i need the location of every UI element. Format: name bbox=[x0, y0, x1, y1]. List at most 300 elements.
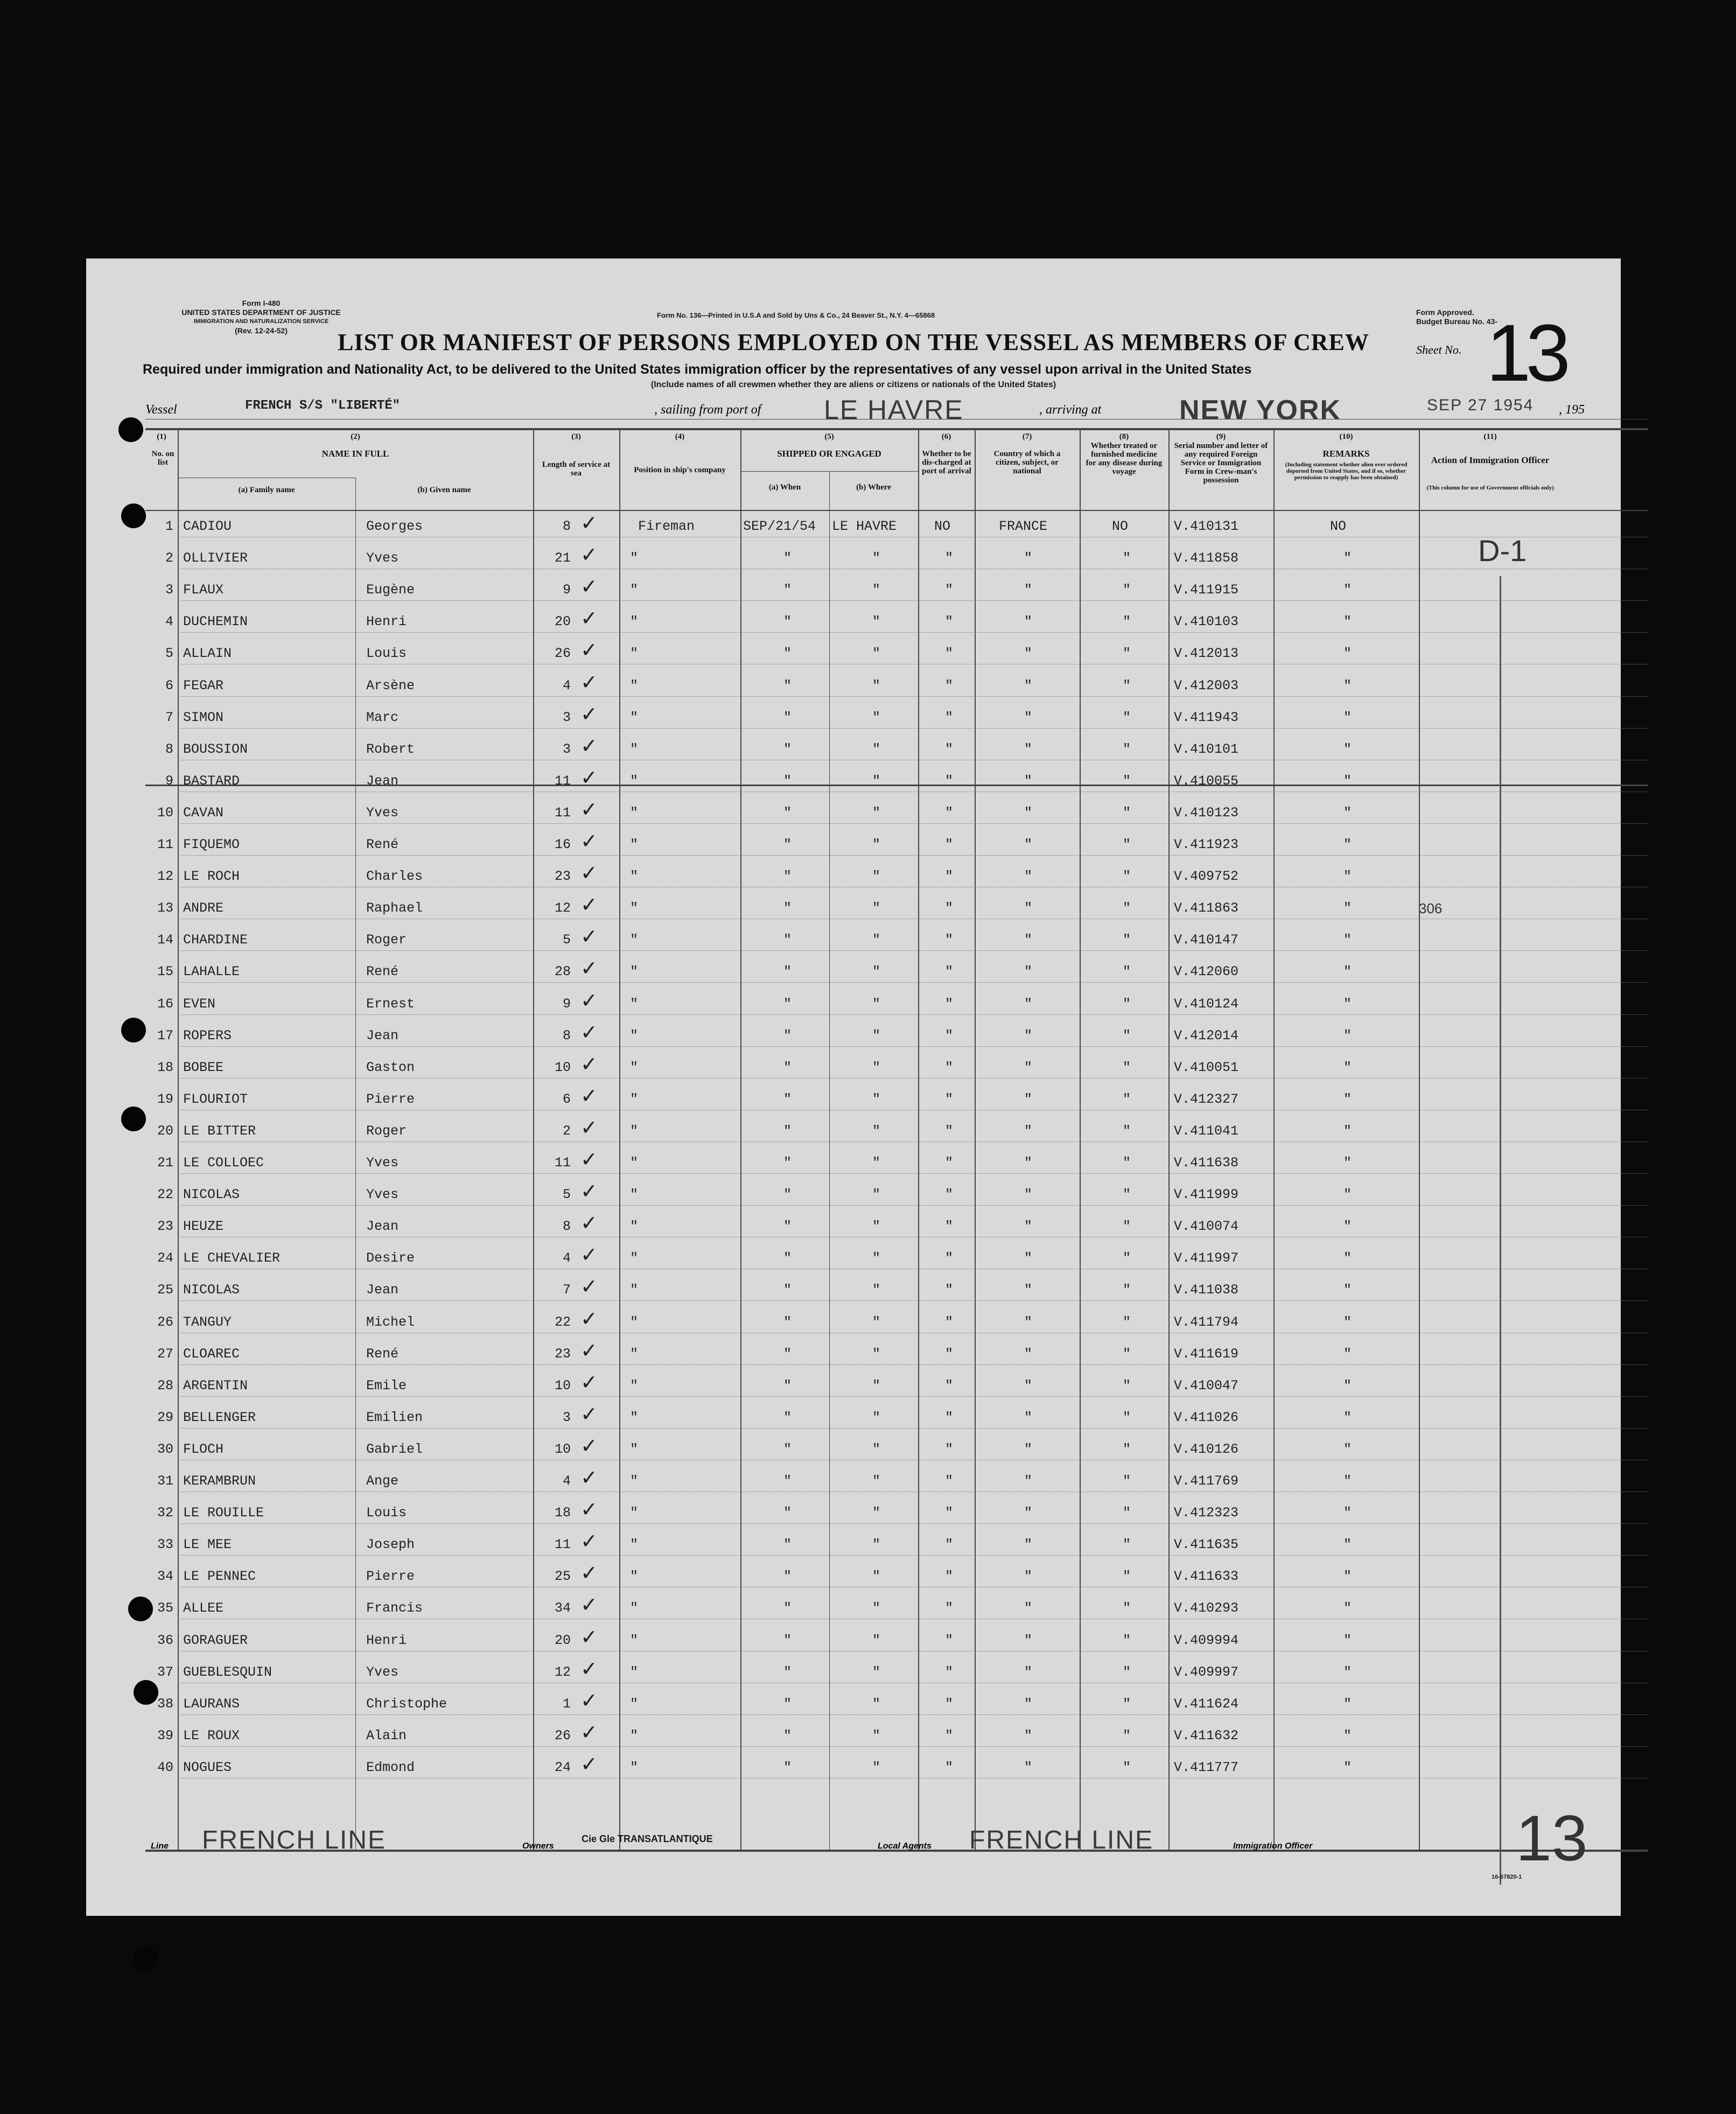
position-ditto: " bbox=[630, 1123, 639, 1139]
col9-num: (9) bbox=[1216, 432, 1226, 441]
given-name: Georges bbox=[366, 519, 423, 534]
when-ditto: " bbox=[783, 804, 792, 821]
country-ditto: " bbox=[1024, 1409, 1033, 1425]
col4-head: Position in ship's company bbox=[634, 466, 726, 474]
length-of-service: 8 bbox=[562, 519, 571, 534]
table-row bbox=[145, 1242, 1648, 1273]
row-number: 8 bbox=[165, 741, 173, 757]
when-ditto: " bbox=[783, 1059, 792, 1075]
checkmark: ✓ bbox=[580, 1433, 598, 1458]
position-ditto: " bbox=[630, 1155, 639, 1171]
length-of-service: 28 bbox=[554, 964, 571, 980]
serial-number: V.411635 bbox=[1174, 1537, 1239, 1553]
medicine-ditto: " bbox=[1123, 1727, 1131, 1744]
discharged-ditto: " bbox=[945, 1473, 954, 1489]
remarks-ditto: " bbox=[1343, 1346, 1352, 1362]
medicine-ditto: " bbox=[1123, 869, 1131, 885]
remarks-ditto: " bbox=[1343, 837, 1352, 852]
length-of-service: 26 bbox=[554, 646, 571, 662]
col2b-head: (b) Given name bbox=[417, 486, 471, 494]
table-row bbox=[145, 988, 1648, 1019]
manifest-sheet bbox=[86, 258, 1621, 1916]
where-ditto: " bbox=[872, 900, 881, 916]
family-name: LE PENNEC bbox=[183, 1569, 256, 1585]
shipped-when: SEP/21/54 bbox=[743, 519, 816, 534]
given-name: Arsène bbox=[366, 677, 415, 694]
col11-sub: (This column for use of Government officials only) bbox=[1426, 485, 1554, 491]
row-number: 28 bbox=[157, 1377, 173, 1394]
given-name: Gabriel bbox=[366, 1441, 423, 1457]
checkmark: ✓ bbox=[580, 1020, 598, 1044]
where-ditto: " bbox=[872, 1537, 881, 1553]
owners-value: Cie Gle TRANSATLANTIQUE bbox=[582, 1833, 713, 1844]
country-ditto: " bbox=[1024, 773, 1033, 789]
family-name: NICOLAS bbox=[183, 1282, 240, 1298]
checkmark: ✓ bbox=[580, 893, 598, 917]
country-ditto: " bbox=[1024, 614, 1033, 630]
medicine-ditto: " bbox=[1123, 1696, 1131, 1712]
row-number: 33 bbox=[157, 1537, 173, 1553]
serial-number: V.411638 bbox=[1174, 1155, 1239, 1171]
checkmark: ✓ bbox=[580, 988, 598, 1012]
table-row bbox=[145, 542, 1648, 573]
discharged-ditto: " bbox=[945, 1632, 954, 1648]
table-row bbox=[145, 701, 1648, 733]
when-ditto: " bbox=[783, 837, 792, 852]
medicine-ditto: " bbox=[1123, 1027, 1131, 1044]
country-ditto: " bbox=[1024, 1314, 1033, 1330]
medicine-ditto: " bbox=[1123, 773, 1131, 789]
discharged-ditto: " bbox=[945, 1219, 954, 1235]
serial-number: V.412060 bbox=[1174, 964, 1239, 980]
given-name: Eugène bbox=[366, 582, 415, 598]
given-name: Yves bbox=[366, 804, 399, 821]
row-number: 21 bbox=[157, 1155, 173, 1171]
when-ditto: " bbox=[783, 1155, 792, 1171]
position-ditto: " bbox=[630, 1187, 639, 1203]
position-ditto: " bbox=[630, 1250, 639, 1266]
checkmark: ✓ bbox=[580, 1243, 598, 1267]
page-title: LIST OR MANIFEST OF PERSONS EMPLOYED ON THE VESSEL AS MEMBERS OF CREW bbox=[338, 329, 1369, 355]
row-number: 37 bbox=[157, 1664, 173, 1680]
family-name: SIMON bbox=[183, 709, 224, 725]
discharged-ditto: " bbox=[945, 804, 954, 821]
medicine-ditto: " bbox=[1123, 1441, 1131, 1457]
family-name: BASTARD bbox=[183, 773, 240, 789]
serial-number: V.411769 bbox=[1174, 1473, 1239, 1489]
medicine-ditto: " bbox=[1123, 1473, 1131, 1489]
col5b-head: (b) Where bbox=[856, 483, 891, 492]
given-name: Christophe bbox=[366, 1696, 447, 1712]
table-row bbox=[145, 1528, 1648, 1560]
given-name: René bbox=[366, 964, 399, 980]
serial-number: V.411915 bbox=[1174, 582, 1239, 598]
owners-label: Owners bbox=[522, 1842, 554, 1851]
family-name: CAVAN bbox=[183, 804, 224, 821]
table-row bbox=[145, 637, 1648, 669]
country-ditto: " bbox=[1024, 932, 1033, 948]
discharged-ditto: " bbox=[945, 677, 954, 694]
when-ditto: " bbox=[783, 1123, 792, 1139]
remarks-ditto: " bbox=[1343, 1250, 1352, 1266]
medicine-ditto: " bbox=[1123, 1187, 1131, 1203]
when-ditto: " bbox=[783, 582, 792, 598]
discharged-ditto: " bbox=[945, 646, 954, 662]
country-ditto: " bbox=[1024, 900, 1033, 916]
col6-num: (6) bbox=[941, 432, 951, 441]
position-ditto: " bbox=[630, 709, 639, 725]
row-number: 25 bbox=[157, 1282, 173, 1298]
position-ditto: " bbox=[630, 741, 639, 757]
discharged-ditto: " bbox=[945, 1091, 954, 1107]
row-number: 9 bbox=[165, 773, 173, 789]
medicine-ditto: " bbox=[1123, 677, 1131, 694]
table-row bbox=[145, 828, 1648, 860]
checkmark: ✓ bbox=[580, 797, 598, 821]
form-id: Form I-480 bbox=[242, 299, 281, 307]
checkmark: ✓ bbox=[580, 1593, 598, 1617]
medicine-ditto: " bbox=[1123, 1123, 1131, 1139]
remarks-ditto: " bbox=[1343, 1282, 1352, 1298]
serial-number: V.411026 bbox=[1174, 1409, 1239, 1425]
country-ditto: " bbox=[1024, 709, 1033, 725]
table-row bbox=[145, 1624, 1648, 1656]
where-ditto: " bbox=[872, 1091, 881, 1107]
col1-head: No. on list bbox=[151, 450, 174, 467]
medicine-ditto: " bbox=[1123, 709, 1131, 725]
checkmark: ✓ bbox=[580, 1402, 598, 1426]
remarks-ditto: " bbox=[1343, 869, 1352, 885]
row-number: 26 bbox=[157, 1314, 173, 1330]
when-ditto: " bbox=[783, 741, 792, 757]
serial-number: V.411863 bbox=[1174, 900, 1239, 916]
checkmark: ✓ bbox=[580, 1211, 598, 1235]
family-name: LE MEE bbox=[183, 1537, 232, 1553]
checkmark: ✓ bbox=[580, 1656, 598, 1681]
remarks-ditto: " bbox=[1343, 1377, 1352, 1394]
medicine-ditto: " bbox=[1123, 1505, 1131, 1521]
when-ditto: " bbox=[783, 1600, 792, 1616]
position-ditto: " bbox=[630, 677, 639, 694]
family-name: LE BITTER bbox=[183, 1123, 256, 1139]
where-ditto: " bbox=[872, 1314, 881, 1330]
given-name: Charles bbox=[366, 869, 423, 885]
remarks-ditto: " bbox=[1343, 1441, 1352, 1457]
arrival-date: SEP 27 1954 bbox=[1427, 396, 1534, 414]
given-name: Pierre bbox=[366, 1091, 415, 1107]
serial-number: V.410147 bbox=[1174, 932, 1239, 948]
row-rule bbox=[178, 1173, 1648, 1174]
when-ditto: " bbox=[783, 932, 792, 948]
row-number: 39 bbox=[157, 1727, 173, 1744]
remarks-ditto: " bbox=[1343, 1219, 1352, 1235]
row-rule bbox=[178, 600, 1648, 601]
country-ditto: " bbox=[1024, 741, 1033, 757]
serial-number: V.410074 bbox=[1174, 1219, 1239, 1235]
when-ditto: " bbox=[783, 1250, 792, 1266]
medicine-ditto: " bbox=[1123, 1409, 1131, 1425]
length-of-service: 8 bbox=[562, 1027, 571, 1044]
family-name: LE CHEVALIER bbox=[183, 1250, 281, 1266]
table-row bbox=[145, 1656, 1648, 1688]
discharged-ditto: " bbox=[945, 837, 954, 852]
length-of-service: 11 bbox=[554, 804, 571, 821]
given-name: Emilien bbox=[366, 1409, 423, 1425]
approval: Form Approved. bbox=[1416, 308, 1474, 317]
vessel-label: Vessel bbox=[145, 403, 177, 417]
country-ditto: " bbox=[1024, 1759, 1033, 1775]
length-of-service: 24 bbox=[554, 1759, 571, 1775]
table-row bbox=[145, 1083, 1648, 1115]
remarks-ditto: " bbox=[1343, 1409, 1352, 1425]
serial-number: V.409997 bbox=[1174, 1664, 1239, 1680]
agents-value: FRENCH LINE bbox=[969, 1826, 1154, 1854]
where-ditto: " bbox=[872, 773, 881, 789]
col10-num: (10) bbox=[1339, 432, 1353, 441]
position-ditto: " bbox=[630, 804, 639, 821]
remarks-ditto: " bbox=[1343, 709, 1352, 725]
checkmark: ✓ bbox=[580, 670, 598, 694]
row-rule bbox=[178, 823, 1648, 824]
medicine-ditto: " bbox=[1123, 900, 1131, 916]
position-ditto: " bbox=[630, 1759, 639, 1775]
country-ditto: " bbox=[1024, 1155, 1033, 1171]
discharged-ditto: " bbox=[945, 1441, 954, 1457]
row-number: 10 bbox=[157, 804, 173, 821]
family-name: BOBEE bbox=[183, 1059, 224, 1075]
when-ditto: " bbox=[783, 1346, 792, 1362]
checkmark: ✓ bbox=[580, 1625, 598, 1649]
medicine-ditto: " bbox=[1123, 1632, 1131, 1648]
table-row bbox=[145, 1273, 1648, 1305]
serial-number: V.410131 bbox=[1174, 519, 1239, 534]
department: UNITED STATES DEPARTMENT OF JUSTICE bbox=[181, 308, 341, 317]
given-name: Emile bbox=[366, 1377, 407, 1394]
row-number: 38 bbox=[157, 1696, 173, 1712]
where-ditto: " bbox=[872, 1473, 881, 1489]
discharged-ditto: " bbox=[945, 773, 954, 789]
line-label: Line bbox=[151, 1842, 169, 1851]
remarks-ditto: " bbox=[1343, 996, 1352, 1012]
serial-number: V.412323 bbox=[1174, 1505, 1239, 1521]
where-ditto: " bbox=[872, 1059, 881, 1075]
col7-num: (7) bbox=[1022, 432, 1032, 441]
row-number: 7 bbox=[165, 709, 173, 725]
serial-number: V.412014 bbox=[1174, 1027, 1239, 1044]
col11-head: Action of Immigration Officer bbox=[1431, 455, 1550, 465]
length-of-service: 11 bbox=[554, 773, 571, 789]
row-number: 23 bbox=[157, 1219, 173, 1235]
serial-number: V.411999 bbox=[1174, 1187, 1239, 1203]
position-ditto: " bbox=[630, 1091, 639, 1107]
where-ditto: " bbox=[872, 550, 881, 566]
requirement-text: Required under immigration and Nationality Act, to be delivered to the United States immigration officer by the representatives of any vessel upon arrival in the United States bbox=[143, 362, 1252, 377]
length-of-service: 11 bbox=[554, 1537, 571, 1553]
family-name: OLLIVIER bbox=[183, 550, 248, 566]
medicine-ditto: " bbox=[1123, 996, 1131, 1012]
table-row bbox=[145, 1433, 1648, 1465]
length-of-service: 8 bbox=[562, 1219, 571, 1235]
row-number: 16 bbox=[157, 996, 173, 1012]
when-ditto: " bbox=[783, 1091, 792, 1107]
sheet-label: Sheet No. bbox=[1416, 343, 1462, 356]
position-ditto: " bbox=[630, 1059, 639, 1075]
checkmark: ✓ bbox=[580, 543, 598, 567]
where-ditto: " bbox=[872, 1409, 881, 1425]
length-of-service: 3 bbox=[562, 1409, 571, 1425]
table-row bbox=[145, 1338, 1648, 1369]
where-ditto: " bbox=[872, 1219, 881, 1235]
family-name: KERAMBRUN bbox=[183, 1473, 256, 1489]
include-note: (Include names of all crewmen whether they are aliens or citizens or nationals of the United States) bbox=[650, 380, 1056, 389]
row-rule bbox=[178, 1523, 1648, 1524]
position-ditto: " bbox=[630, 900, 639, 916]
when-ditto: " bbox=[783, 614, 792, 630]
family-name: FLOCH bbox=[183, 1441, 224, 1457]
approval-block bbox=[1416, 308, 1497, 326]
country-ditto: " bbox=[1024, 1632, 1033, 1648]
checkmark: ✓ bbox=[580, 1052, 598, 1076]
position-ditto: " bbox=[630, 1441, 639, 1457]
given-name: Jean bbox=[366, 1027, 399, 1044]
medicine-ditto: " bbox=[1123, 550, 1131, 566]
discharged-ditto: " bbox=[945, 869, 954, 885]
family-name: DUCHEMIN bbox=[183, 614, 248, 630]
when-ditto: " bbox=[783, 1377, 792, 1394]
length-of-service: 9 bbox=[562, 996, 571, 1012]
family-name: TANGUY bbox=[183, 1314, 232, 1330]
departure-port: LE HAVRE bbox=[824, 395, 964, 425]
row-number: 29 bbox=[157, 1409, 173, 1425]
row-rule bbox=[178, 728, 1648, 729]
where-ditto: " bbox=[872, 646, 881, 662]
when-ditto: " bbox=[783, 900, 792, 916]
family-name: FIQUEMO bbox=[183, 837, 240, 852]
remarks-ditto: " bbox=[1343, 1027, 1352, 1044]
position-ditto: " bbox=[630, 1600, 639, 1616]
punch-hole bbox=[121, 1107, 146, 1131]
given-name: Jean bbox=[366, 1282, 399, 1298]
family-name: FEGAR bbox=[183, 677, 224, 694]
serial-number: V.410293 bbox=[1174, 1600, 1239, 1616]
serial-number: V.411923 bbox=[1174, 837, 1239, 852]
length-of-service: 12 bbox=[554, 900, 571, 916]
country-ditto: " bbox=[1024, 646, 1033, 662]
length-of-service: 18 bbox=[554, 1505, 571, 1521]
where-ditto: " bbox=[872, 677, 881, 694]
table-row bbox=[145, 1369, 1648, 1401]
where-ditto: " bbox=[872, 1727, 881, 1744]
checkmark: ✓ bbox=[580, 638, 598, 662]
col10-head: REMARKS bbox=[1322, 449, 1370, 459]
checkmark: ✓ bbox=[580, 925, 598, 949]
serial-number: V.410124 bbox=[1174, 996, 1239, 1012]
serial-number: V.410051 bbox=[1174, 1059, 1239, 1075]
medicine-ditto: " bbox=[1123, 1091, 1131, 1107]
medicine-ditto: " bbox=[1123, 1059, 1131, 1075]
row-rule bbox=[178, 1714, 1648, 1715]
where-ditto: " bbox=[872, 614, 881, 630]
discharged-ditto: " bbox=[945, 614, 954, 630]
family-name: ALLAIN bbox=[183, 646, 232, 662]
checkmark: ✓ bbox=[580, 733, 598, 758]
country-ditto: " bbox=[1024, 1600, 1033, 1616]
checkmark: ✓ bbox=[580, 511, 598, 535]
medicine-ditto: " bbox=[1123, 1250, 1131, 1266]
row-rule bbox=[178, 1300, 1648, 1301]
discharged-ditto: " bbox=[945, 1537, 954, 1553]
country-ditto: " bbox=[1024, 1027, 1033, 1044]
checkmark: ✓ bbox=[580, 956, 598, 981]
position-ditto: " bbox=[630, 773, 639, 789]
medicine-ditto: " bbox=[1123, 1346, 1131, 1362]
printer-note: Form No. 136—Printed in U.S.A and Sold by Uns & Co., 24 Beaver St., N.Y. 4—65868 bbox=[657, 311, 935, 319]
row-number: 18 bbox=[157, 1059, 173, 1075]
discharged-ditto: " bbox=[945, 582, 954, 598]
medicine-ditto: " bbox=[1123, 932, 1131, 948]
remarks-ditto: " bbox=[1343, 1696, 1352, 1712]
country-ditto: " bbox=[1024, 1250, 1033, 1266]
given-name: Yves bbox=[366, 1664, 399, 1680]
col4-num: (4) bbox=[675, 432, 685, 441]
when-ditto: " bbox=[783, 1727, 792, 1744]
row-rule bbox=[178, 696, 1648, 697]
when-ditto: " bbox=[783, 869, 792, 885]
table-row bbox=[145, 1401, 1648, 1433]
family-name: CHARDINE bbox=[183, 932, 248, 948]
where-ditto: " bbox=[872, 1377, 881, 1394]
position-ditto: " bbox=[630, 837, 639, 852]
length-of-service: 16 bbox=[554, 837, 571, 852]
col7-head: Country of which a citizen, subject, or national bbox=[993, 450, 1061, 475]
given-name: Joseph bbox=[366, 1537, 415, 1553]
position-ditto: " bbox=[630, 1632, 639, 1648]
family-name: HEUZE bbox=[183, 1219, 224, 1235]
given-name: Desire bbox=[366, 1250, 415, 1266]
position-ditto: " bbox=[630, 1314, 639, 1330]
budget: Budget Bureau No. 43- bbox=[1416, 317, 1497, 326]
remarks-ditto: " bbox=[1343, 804, 1352, 821]
col1-num: (1) bbox=[157, 432, 166, 441]
when-ditto: " bbox=[783, 709, 792, 725]
length-of-service: 4 bbox=[562, 677, 571, 694]
col2-num: (2) bbox=[351, 432, 360, 441]
when-ditto: " bbox=[783, 1664, 792, 1680]
col8-num: (8) bbox=[1119, 432, 1129, 441]
table-row bbox=[145, 860, 1648, 892]
row-number: 32 bbox=[157, 1505, 173, 1521]
row-number: 6 bbox=[165, 677, 173, 694]
length-of-service: 1 bbox=[562, 1696, 571, 1712]
row-number: 3 bbox=[165, 582, 173, 598]
remarks-ditto: " bbox=[1343, 964, 1352, 980]
checkmark: ✓ bbox=[580, 1115, 598, 1139]
when-ditto: " bbox=[783, 1505, 792, 1521]
table-row bbox=[145, 1306, 1648, 1338]
position-ditto: " bbox=[630, 1219, 639, 1235]
where-ditto: " bbox=[872, 1632, 881, 1648]
family-name: BELLENGER bbox=[183, 1409, 256, 1425]
family-name: ROPERS bbox=[183, 1027, 232, 1044]
remarks-ditto: " bbox=[1343, 582, 1352, 598]
row-rule bbox=[178, 1078, 1648, 1079]
medicine-ditto: " bbox=[1123, 614, 1131, 630]
family-name: NICOLAS bbox=[183, 1187, 240, 1203]
where-ditto: " bbox=[872, 837, 881, 852]
given-name: Ernest bbox=[366, 996, 415, 1012]
where-ditto: " bbox=[872, 1346, 881, 1362]
length-of-service: 4 bbox=[562, 1250, 571, 1266]
